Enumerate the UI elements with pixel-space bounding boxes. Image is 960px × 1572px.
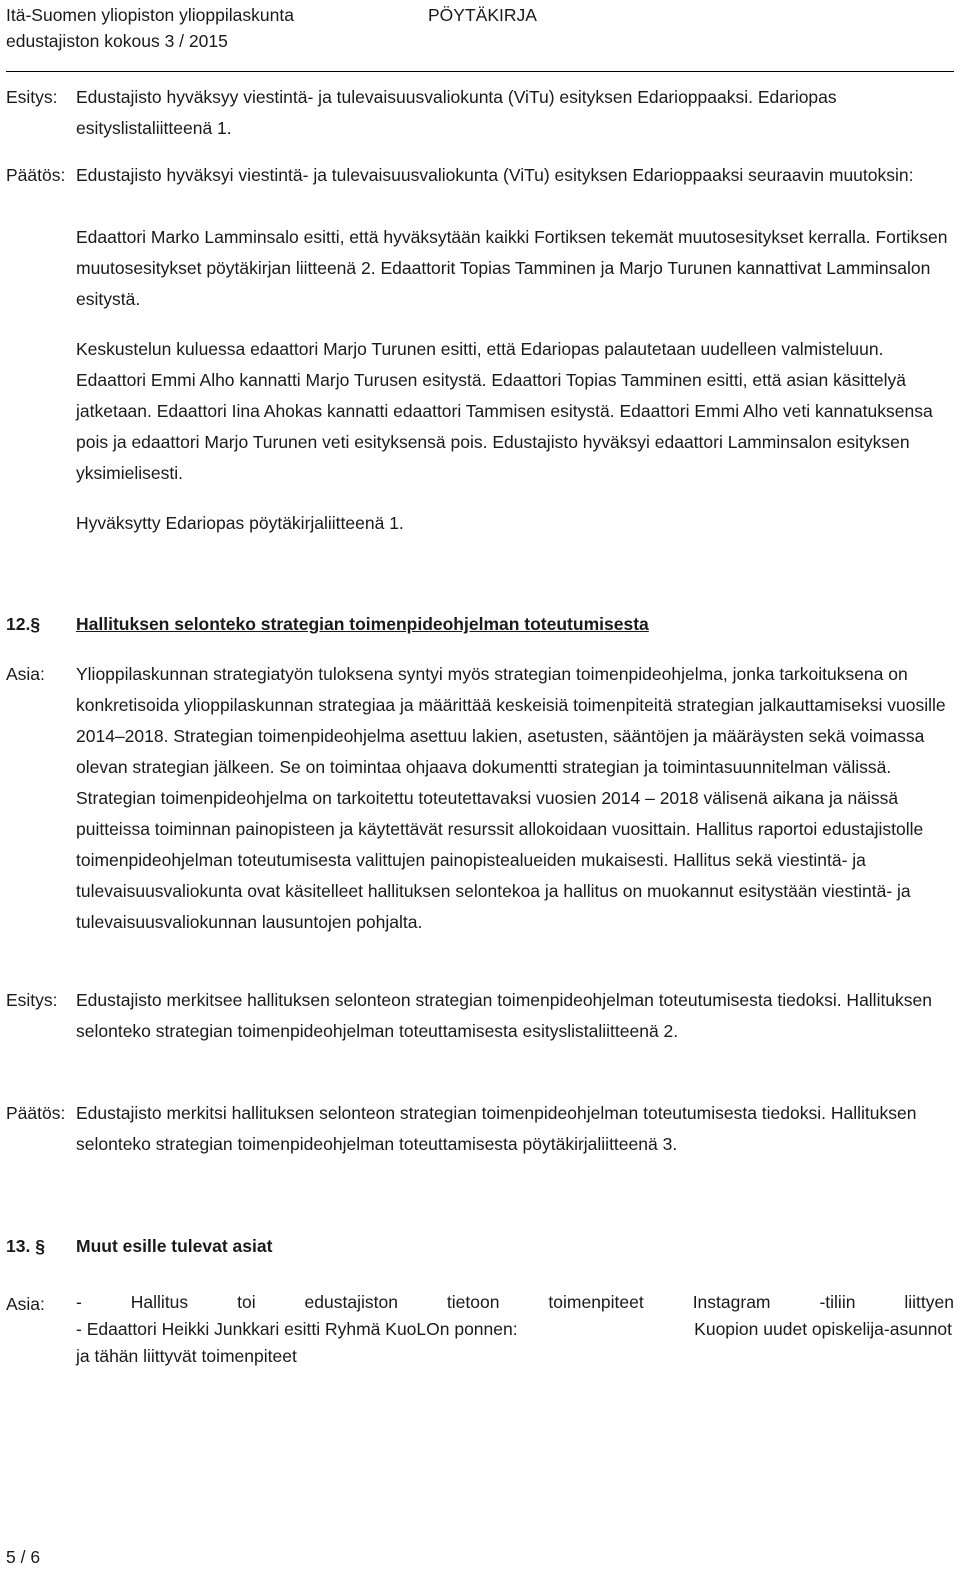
proposal-text: Edustajisto merkitsee hallituksen selonteon strategian toimenpideohjelman toteutumisesta tiedoksi. Hallituksen selonteko strategian toimenpideohjelman toteuttamisesta esityslistaliitteenä 2. [76,990,933,1041]
matter-line-3: ja tähän liittyvät toimenpiteet [76,1346,297,1366]
proposal-label: Esitys: [6,87,58,107]
matter-label: Asia: [6,1294,45,1314]
section-mark: § [35,1236,45,1256]
decision-label: Päätös: [6,165,66,185]
decision-paragraph-2: Keskustelun kuluessa edaattori Marjo Turunen esitti, että Edariopas palautetaan uudelleen valmisteluun. Edaattori Emmi Alho kannatti Marjo Turusen esitystä. Edaattori Topias Tamminen esitti, että asian käsittelyä jatketaan. Edaattori Iina Ahokas kannatti edaattori Tammisen esitystä. Edaattori Emmi Alho veti kannatuksensa pois ja edaattori Marjo Turunen veti esityksensä pois. Edustajisto hyväksyi edaattori Lamminsalon esityksen yksimielisesti. [76,339,933,483]
header-organization: Itä-Suomen yliopiston ylioppilaskunta [6,5,294,25]
matter-text: Ylioppilaskunnan strategiatyön tuloksena syntyi myös strategian toimenpideohjelma, jonka tarkoituksena on konkretisoida ylioppilaskunnan strategiaa ja määrittää keskeisiä toimenpiteitä strategian jalkauttamiseksi vuosille 2014–2018. Strategian toimenpideohjelma asettuu lakien, asetusten, sääntöjen ja määräysten sekä voimassa olevan strategian jälkeen. Se on toimintaa ohjaava dokumentti strategian ja toimintasuunnitelman välissä. Strategian toimenpideohjelma on tarkoitettu toteutettavaksi vuosien 2014 – 2018 välisenä aikana ja näissä puitteissa toiminnan painopisteen ja käytettävät resurssit allokoidaan vuosittain. Hallitus raportoi edustajistolle toimenpideohjelman toteutumisesta valittujen painopistealueiden mukaisesti. Hallitus sekä viestintä- ja tulevaisuusvaliokunta ovat käsitelleet hallituksen selontekoa ja hallitus on muokannut esitystään viestintä- ja tulevaisuusvaliokunnan lausuntojen pohjalta. [76,664,946,932]
matter-label: Asia: [6,664,45,684]
decision-text: Edustajisto merkitsi hallituksen selonteon strategian toimenpideohjelman toteutumisesta tiedoksi. Hallituksen selonteko strategian toimenpideohjelman toteuttamisesta pöytäkirjaliitteenä 3. [76,1103,917,1154]
matter-line-2 [76,1316,952,1342]
header-doc-type: PÖYTÄKIRJA [428,5,537,25]
matter-line-2-right: Kuopion uudet opiskelija-asunnot [694,1319,952,1339]
section-12-title: Hallituksen selonteko strategian toimenpideohjelman toteutumisesta [76,614,649,634]
section-12-number: 12.§ [6,614,41,634]
decision-text: Edustajisto hyväksyi viestintä- ja tulevaisuusvaliokunta (ViTu) esityksen Edarioppaaksi seuraavin muutoksin: [76,165,914,185]
decision-paragraph-1: Edaattori Marko Lamminsalo esitti, että hyväksytään kaikki Fortiksen tekemät muutosesitykset kerralla. Fortiksen muutosesitykset pöytäkirjan liitteenä 2. Edaattorit Topias Tamminen ja Marjo Turunen kannattivat Lamminsalon esitystä. [76,227,948,309]
proposal-text: Edustajisto hyväksyy viestintä- ja tulevaisuusvaliokunta (ViTu) esityksen Edarioppaaksi. Edariopas esityslistaliitteenä 1. [76,87,837,138]
proposal-label: Esitys: [6,990,58,1010]
section-13-number: 13. § [6,1236,45,1256]
matter-line-2-left: - Edaattori Heikki Junkkari esitti Ryhmä KuoLOn ponnen: [76,1319,518,1339]
matter-line-1: - Hallitus toi edustajiston tietoon toimenpiteet Instagram -tiliin liittyen [76,1292,954,1312]
section-13-title: Muut esille tulevat asiat [76,1236,273,1256]
page-header [6,0,954,70]
decision-paragraph-3: Hyväksytty Edariopas pöytäkirjaliitteenä 1. [76,513,404,533]
decision-label: Päätös: [6,1103,66,1123]
page-number: 5 / 6 [6,1547,41,1567]
header-meeting: edustajiston kokous 3 / 2015 [6,31,228,51]
section-mark: § [30,614,41,634]
header-divider [6,71,954,72]
